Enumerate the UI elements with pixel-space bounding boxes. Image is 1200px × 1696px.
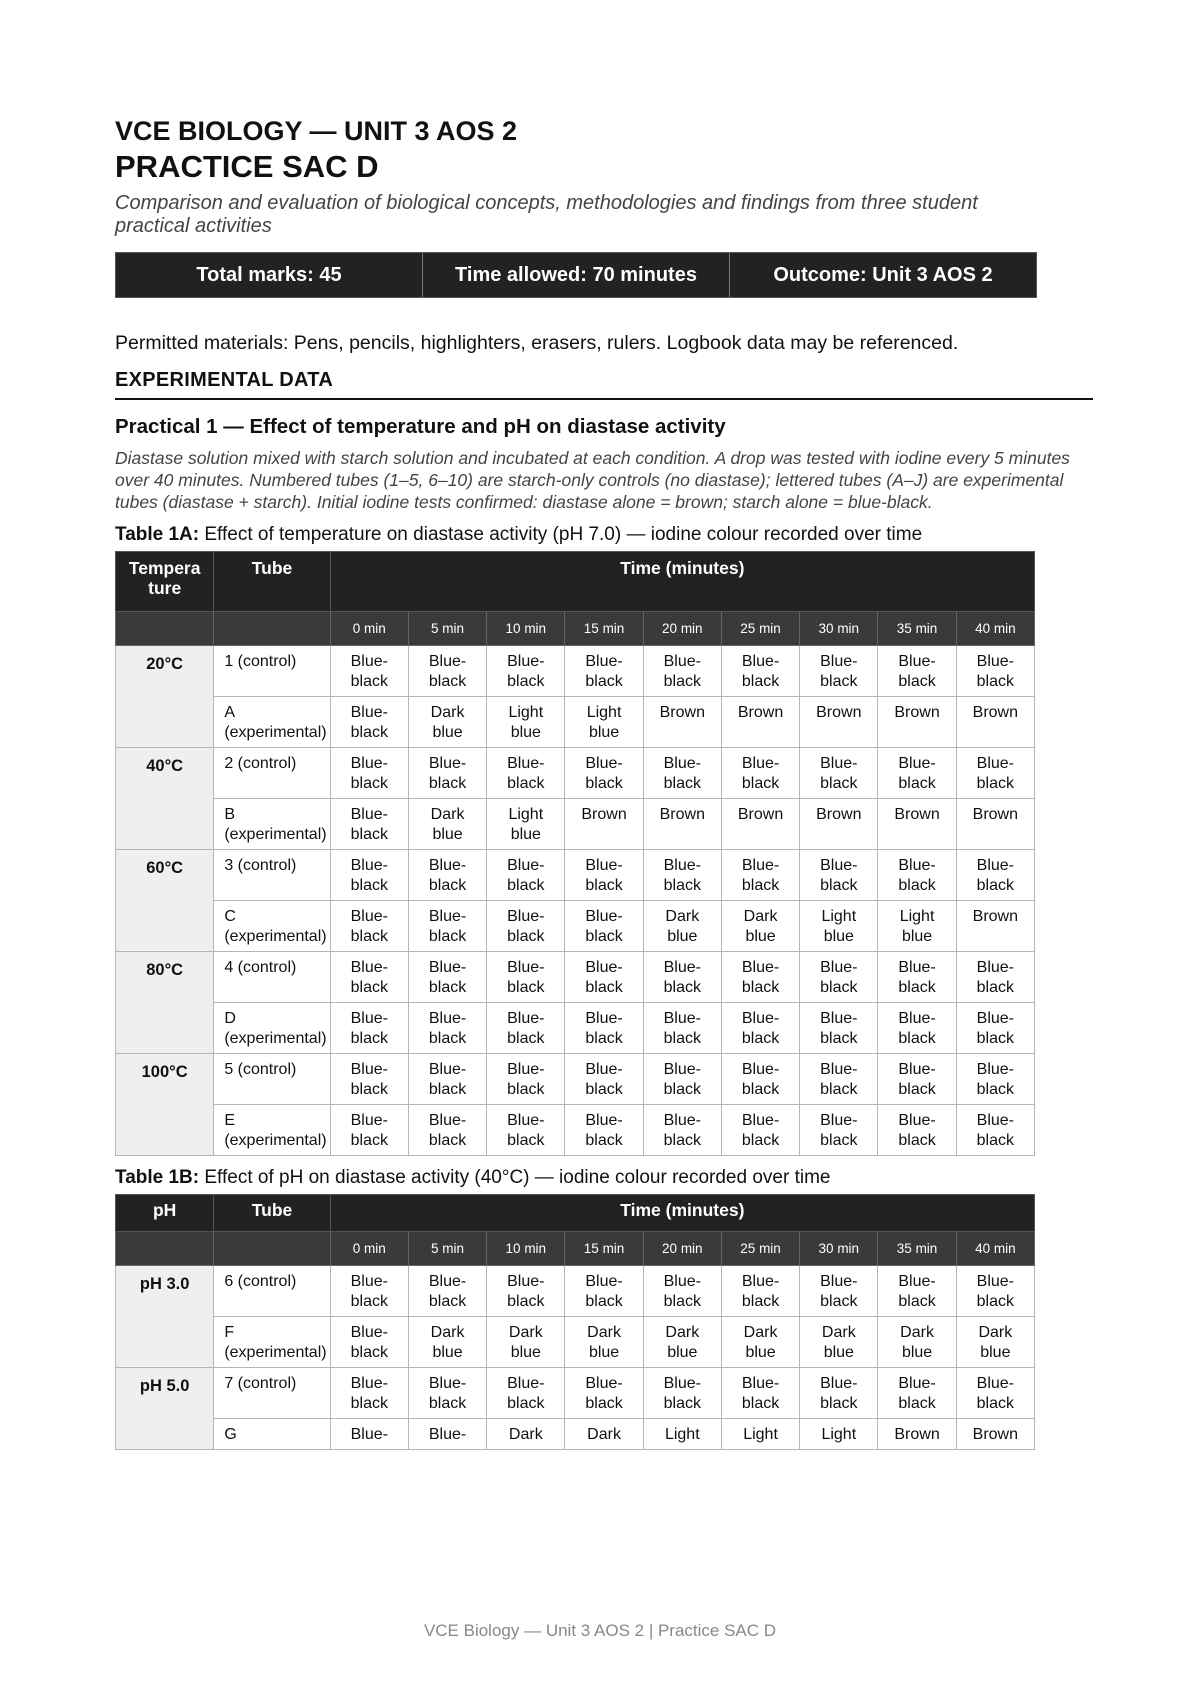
iodine-colour-cell: Blue-black: [408, 952, 486, 1003]
iodine-colour-cell: Blue-black: [408, 646, 486, 697]
iodine-colour-cell: Blue-black: [487, 1003, 565, 1054]
page-title: PRACTICE SAC D: [115, 149, 379, 184]
condition-cell: pH 3.0: [116, 1266, 214, 1368]
iodine-colour-cell: Blue-black: [800, 952, 878, 1003]
iodine-colour-cell: Blue-black: [330, 1266, 408, 1317]
iodine-colour-cell: Dark blue: [643, 901, 721, 952]
iodine-colour-cell: Blue-black: [721, 952, 799, 1003]
iodine-colour-cell: Dark blue: [721, 1317, 799, 1368]
tube-column-header: Tube: [214, 1195, 330, 1232]
iodine-colour-cell: Dark: [487, 1419, 565, 1450]
iodine-colour-cell: Blue-black: [408, 1368, 486, 1419]
table-row: [116, 1105, 1035, 1156]
iodine-colour-cell: Blue-black: [487, 1266, 565, 1317]
iodine-colour-cell: Brown: [878, 799, 956, 850]
iodine-colour-cell: Brown: [800, 697, 878, 748]
time-column-header: Time (minutes): [330, 1195, 1034, 1232]
iodine-colour-cell: Blue-black: [330, 1054, 408, 1105]
iodine-colour-cell: Blue-black: [565, 1054, 643, 1105]
iodine-colour-cell: Blue-black: [330, 748, 408, 799]
document-page: [115, 116, 1093, 1450]
iodine-colour-cell: Blue-black: [330, 1317, 408, 1368]
iodine-colour-cell: Brown: [721, 799, 799, 850]
practical-description: Diastase solution mixed with starch solution and incubated at each condition. A drop was tested with iodine every 5 minutes over 40 minutes. Numbered tubes (1–5, 6–10) are starch-only controls (no diastase); lettered tubes (A–J) are experimental tubes (diastase + starch). Initial iodine tests confirmed: diastase alone = brown; starch alone = blue-black.: [115, 448, 1070, 512]
iodine-colour-cell: Brown: [956, 1419, 1034, 1450]
iodine-colour-cell: Blue-black: [878, 646, 956, 697]
iodine-colour-cell: Blue-black: [956, 1054, 1034, 1105]
tube-cell: B (experimental): [214, 799, 330, 850]
time-header-cell: 0 min: [330, 1232, 408, 1266]
tube-column-header: Tube: [214, 552, 330, 612]
iodine-colour-cell: Brown: [643, 799, 721, 850]
time-header-cell: 0 min: [330, 612, 408, 646]
iodine-colour-cell: Blue-black: [721, 646, 799, 697]
iodine-colour-cell: Brown: [643, 697, 721, 748]
iodine-colour-cell: Blue-black: [408, 850, 486, 901]
time-header-cell: 30 min: [800, 1232, 878, 1266]
tube-cell: 3 (control): [214, 850, 330, 901]
iodine-colour-cell: Blue-black: [330, 1368, 408, 1419]
iodine-colour-cell: Dark blue: [721, 901, 799, 952]
time-header-cell: 40 min: [956, 1232, 1034, 1266]
iodine-colour-cell: Blue-black: [643, 646, 721, 697]
practical-title: Practical 1 — Effect of temperature and pH on diastase activity: [115, 415, 726, 438]
group-column-header: pH: [116, 1195, 214, 1232]
info-bar: [115, 252, 1037, 298]
table-row: [116, 1419, 1035, 1450]
time-header-cell: 20 min: [643, 612, 721, 646]
time-header-cell: 20 min: [643, 1232, 721, 1266]
iodine-colour-cell: Blue-black: [721, 1054, 799, 1105]
iodine-colour-cell: Blue-black: [878, 850, 956, 901]
iodine-colour-cell: Dark: [565, 1419, 643, 1450]
iodine-colour-cell: Dark blue: [956, 1317, 1034, 1368]
iodine-colour-cell: Blue-black: [565, 1368, 643, 1419]
iodine-colour-cell: Dark blue: [487, 1317, 565, 1368]
iodine-colour-cell: Blue-black: [408, 748, 486, 799]
iodine-colour-cell: Blue-black: [956, 952, 1034, 1003]
page-footer: VCE Biology — Unit 3 AOS 2 | Practice SAC D: [423, 1621, 777, 1640]
iodine-colour-cell: Blue-black: [565, 646, 643, 697]
tube-cell: 1 (control): [214, 646, 330, 697]
iodine-colour-cell: Blue-black: [721, 1003, 799, 1054]
tube-cell: E (experimental): [214, 1105, 330, 1156]
outcome: Outcome: Unit 3 AOS 2: [773, 263, 993, 286]
tube-cell: C (experimental): [214, 901, 330, 952]
iodine-colour-cell: Blue-black: [643, 1266, 721, 1317]
time-header-cell: 15 min: [565, 612, 643, 646]
iodine-colour-cell: Blue-black: [330, 901, 408, 952]
iodine-colour-cell: Blue-black: [330, 646, 408, 697]
iodine-colour-cell: Light blue: [487, 697, 565, 748]
table-row: [116, 952, 1035, 1003]
time-header-cell: 15 min: [565, 1232, 643, 1266]
iodine-colour-cell: Blue-black: [408, 901, 486, 952]
iodine-colour-cell: Dark blue: [800, 1317, 878, 1368]
iodine-colour-cell: Dark blue: [408, 799, 486, 850]
tube-cell: 7 (control): [214, 1368, 330, 1419]
iodine-colour-cell: Blue-black: [565, 850, 643, 901]
iodine-colour-cell: Light blue: [565, 697, 643, 748]
iodine-colour-cell: Blue-black: [800, 1003, 878, 1054]
table-row: [116, 1266, 1035, 1317]
total-marks: Total marks: 45: [116, 253, 423, 297]
iodine-colour-cell: Blue-black: [643, 1368, 721, 1419]
time-header-cell: 35 min: [878, 1232, 956, 1266]
iodine-colour-cell: Blue-black: [800, 850, 878, 901]
iodine-colour-cell: Blue-black: [565, 748, 643, 799]
page-subtitle: Comparison and evaluation of biological concepts, methodologies and findings from three student practical activities: [115, 192, 978, 237]
table-1a: [115, 551, 1035, 1156]
condition-cell: pH 5.0: [116, 1368, 214, 1450]
iodine-colour-cell: Blue-black: [565, 1266, 643, 1317]
iodine-colour-cell: Blue-: [330, 1419, 408, 1450]
iodine-colour-cell: Brown: [800, 799, 878, 850]
condition-cell: 40°C: [116, 748, 214, 850]
tube-cell: 5 (control): [214, 1054, 330, 1105]
condition-cell: 80°C: [116, 952, 214, 1054]
tube-cell: 4 (control): [214, 952, 330, 1003]
table-row: [116, 646, 1035, 697]
table-1b-caption: [115, 1166, 1093, 1190]
iodine-colour-cell: Blue-black: [565, 901, 643, 952]
condition-cell: 20°C: [116, 646, 214, 748]
iodine-colour-cell: Light: [800, 1419, 878, 1450]
iodine-colour-cell: Blue-black: [878, 748, 956, 799]
table-1b-caption-text: Effect of pH on diastase activity (40°C) — iodine colour recorded over time: [199, 1167, 831, 1188]
iodine-colour-cell: Blue-black: [956, 748, 1034, 799]
condition-cell: 60°C: [116, 850, 214, 952]
iodine-colour-cell: Blue-black: [956, 850, 1034, 901]
header-row: [116, 1195, 1035, 1232]
iodine-colour-cell: Blue-black: [643, 1105, 721, 1156]
blank-header-cell: [214, 612, 330, 646]
iodine-colour-cell: Blue-black: [878, 1105, 956, 1156]
tube-cell: D (experimental): [214, 1003, 330, 1054]
blank-header-cell: [116, 1232, 214, 1266]
iodine-colour-cell: Dark blue: [878, 1317, 956, 1368]
iodine-colour-cell: Dark blue: [408, 1317, 486, 1368]
table-1a-caption-label: Table 1A:: [115, 524, 200, 545]
iodine-colour-cell: Blue-black: [408, 1054, 486, 1105]
time-header-cell: 25 min: [721, 612, 799, 646]
iodine-colour-cell: Light blue: [878, 901, 956, 952]
time-header-cell: 5 min: [408, 612, 486, 646]
iodine-colour-cell: Blue-black: [721, 748, 799, 799]
iodine-colour-cell: Blue-black: [956, 1368, 1034, 1419]
iodine-colour-cell: Blue-black: [408, 1003, 486, 1054]
table-1b: [115, 1194, 1035, 1450]
iodine-colour-cell: Light: [643, 1419, 721, 1450]
iodine-colour-cell: Blue-black: [643, 748, 721, 799]
iodine-colour-cell: Blue-black: [330, 1003, 408, 1054]
tube-cell: F (experimental): [214, 1317, 330, 1368]
table-1b-caption-label: Table 1B:: [115, 1167, 200, 1188]
iodine-colour-cell: Brown: [565, 799, 643, 850]
iodine-colour-cell: Blue-: [408, 1419, 486, 1450]
iodine-colour-cell: Blue-black: [643, 1054, 721, 1105]
iodine-colour-cell: Blue-black: [487, 952, 565, 1003]
table-1a-caption-text: Effect of temperature on diastase activity (pH 7.0) — iodine colour recorded over time: [199, 524, 923, 545]
table-row: [116, 1003, 1035, 1054]
iodine-colour-cell: Blue-black: [800, 1054, 878, 1105]
blank-header-cell: [116, 612, 214, 646]
time-header-cell: 35 min: [878, 612, 956, 646]
tube-cell: 6 (control): [214, 1266, 330, 1317]
iodine-colour-cell: Dark blue: [565, 1317, 643, 1368]
iodine-colour-cell: Blue-black: [721, 850, 799, 901]
iodine-colour-cell: Blue-black: [800, 1266, 878, 1317]
time-subheader-row: [116, 612, 1035, 646]
iodine-colour-cell: Blue-black: [565, 952, 643, 1003]
iodine-colour-cell: Blue-black: [643, 850, 721, 901]
iodine-colour-cell: Blue-black: [330, 697, 408, 748]
iodine-colour-cell: Blue-black: [408, 1105, 486, 1156]
iodine-colour-cell: Blue-black: [408, 1266, 486, 1317]
iodine-colour-cell: Blue-black: [878, 1266, 956, 1317]
iodine-colour-cell: Brown: [721, 697, 799, 748]
table-row: [116, 901, 1035, 952]
iodine-colour-cell: Blue-black: [721, 1266, 799, 1317]
iodine-colour-cell: Blue-black: [800, 1368, 878, 1419]
iodine-colour-cell: Blue-black: [956, 1105, 1034, 1156]
iodine-colour-cell: Blue-black: [878, 1054, 956, 1105]
iodine-colour-cell: Blue-black: [878, 1368, 956, 1419]
iodine-colour-cell: Dark blue: [408, 697, 486, 748]
iodine-colour-cell: Blue-black: [956, 1266, 1034, 1317]
time-subheader-row: [116, 1232, 1035, 1266]
iodine-colour-cell: Blue-black: [878, 952, 956, 1003]
tube-cell: A (experimental): [214, 697, 330, 748]
iodine-colour-cell: Brown: [878, 697, 956, 748]
iodine-colour-cell: Blue-black: [800, 646, 878, 697]
iodine-colour-cell: Brown: [878, 1419, 956, 1450]
iodine-colour-cell: Blue-black: [956, 646, 1034, 697]
table-row: [116, 1054, 1035, 1105]
iodine-colour-cell: Blue-black: [643, 1003, 721, 1054]
time-allowed: Time allowed: 70 minutes: [423, 253, 730, 297]
section-heading: EXPERIMENTAL DATA: [115, 369, 1093, 400]
table-1a-caption: [115, 523, 1093, 547]
iodine-colour-cell: Blue-black: [487, 850, 565, 901]
course-heading: VCE BIOLOGY — UNIT 3 AOS 2: [115, 116, 518, 146]
table-row: [116, 1317, 1035, 1368]
iodine-colour-cell: Blue-black: [878, 1003, 956, 1054]
iodine-colour-cell: Blue-black: [565, 1003, 643, 1054]
iodine-colour-cell: Light blue: [800, 901, 878, 952]
iodine-colour-cell: Brown: [956, 901, 1034, 952]
iodine-colour-cell: Blue-black: [800, 1105, 878, 1156]
time-header-cell: 30 min: [800, 612, 878, 646]
iodine-colour-cell: Blue-black: [330, 952, 408, 1003]
iodine-colour-cell: Blue-black: [800, 748, 878, 799]
condition-cell: 100°C: [116, 1054, 214, 1156]
iodine-colour-cell: Blue-black: [330, 1105, 408, 1156]
time-header-cell: 40 min: [956, 612, 1034, 646]
iodine-colour-cell: Blue-black: [956, 1003, 1034, 1054]
iodine-colour-cell: Blue-black: [487, 1054, 565, 1105]
iodine-colour-cell: Blue-black: [487, 748, 565, 799]
table-row: [116, 697, 1035, 748]
iodine-colour-cell: Dark blue: [643, 1317, 721, 1368]
iodine-colour-cell: Blue-black: [487, 901, 565, 952]
table-row: [116, 1368, 1035, 1419]
iodine-colour-cell: Brown: [956, 697, 1034, 748]
iodine-colour-cell: Blue-black: [487, 1105, 565, 1156]
permitted-materials: Permitted materials: Pens, pencils, highlighters, erasers, rulers. Logbook data may be referenced.: [115, 332, 959, 354]
iodine-colour-cell: Blue-black: [330, 850, 408, 901]
table-row: [116, 850, 1035, 901]
iodine-colour-cell: Blue-black: [643, 952, 721, 1003]
tube-cell: 2 (control): [214, 748, 330, 799]
iodine-colour-cell: Blue-black: [721, 1105, 799, 1156]
tube-cell: G: [214, 1419, 330, 1450]
group-column-header: Tempera ture: [116, 552, 214, 612]
iodine-colour-cell: Light: [721, 1419, 799, 1450]
time-column-header: Time (minutes): [330, 552, 1034, 612]
iodine-colour-cell: Blue-black: [721, 1368, 799, 1419]
time-header-cell: 10 min: [487, 612, 565, 646]
iodine-colour-cell: Light blue: [487, 799, 565, 850]
time-header-cell: 5 min: [408, 1232, 486, 1266]
table-row: [116, 799, 1035, 850]
iodine-colour-cell: Blue-black: [565, 1105, 643, 1156]
iodine-colour-cell: Blue-black: [330, 799, 408, 850]
time-header-cell: 25 min: [721, 1232, 799, 1266]
time-header-cell: 10 min: [487, 1232, 565, 1266]
blank-header-cell: [214, 1232, 330, 1266]
iodine-colour-cell: Blue-black: [487, 646, 565, 697]
iodine-colour-cell: Brown: [956, 799, 1034, 850]
header-row: [116, 552, 1035, 612]
iodine-colour-cell: Blue-black: [487, 1368, 565, 1419]
table-row: [116, 748, 1035, 799]
